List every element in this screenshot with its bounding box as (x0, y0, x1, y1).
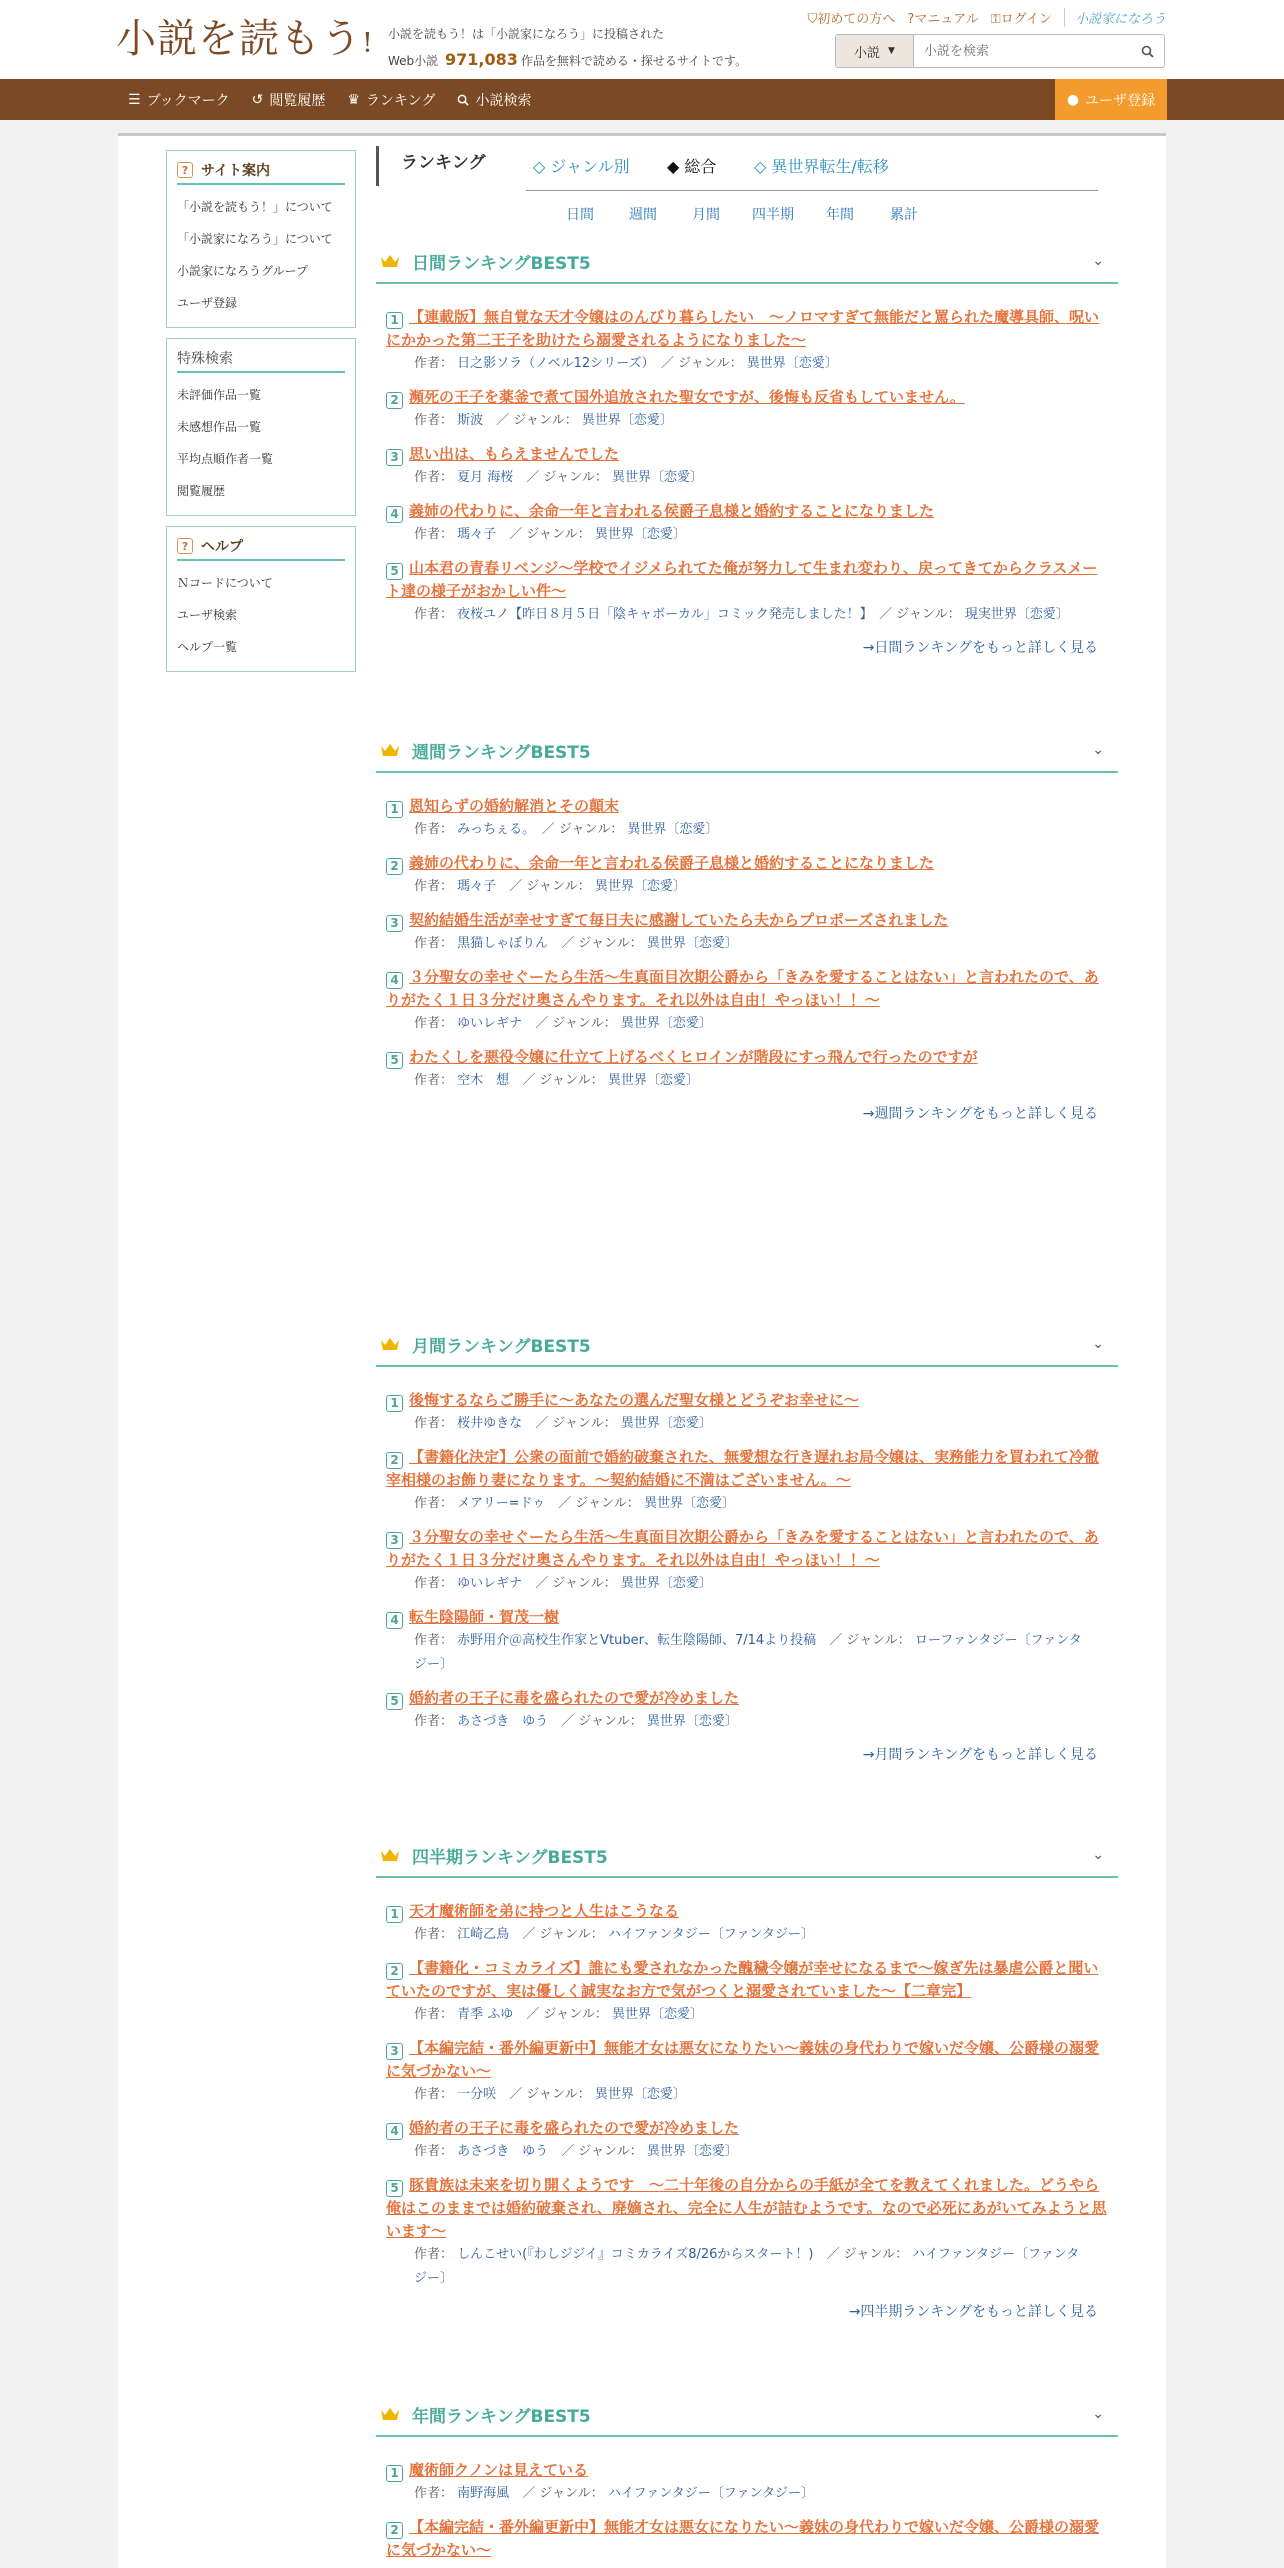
period-monthly[interactable]: 月間 (692, 207, 720, 223)
rank-number-badge: 2 (386, 2522, 403, 2539)
novel-meta (376, 523, 1118, 547)
section-header[interactable] (376, 729, 1118, 773)
period-links (376, 204, 1118, 226)
sidebar-special (166, 338, 356, 516)
novel-meta (376, 1069, 1118, 1093)
author-link[interactable]: 赤野用介＠高校生作家とVtuber、転生陰陽師、7/14より投稿 (457, 1633, 817, 1648)
question-icon: ? (177, 162, 193, 178)
crown-icon (380, 742, 400, 758)
rank-number-badge: 1 (386, 801, 403, 818)
novel-meta (376, 1012, 1118, 1036)
page-title: ランキング (376, 146, 486, 186)
ranking-tabs (376, 146, 1118, 186)
genre-label: ／ ジャンル： (522, 1073, 604, 1088)
rank-number-badge: 2 (386, 858, 403, 875)
top-links (808, 8, 1166, 27)
genre-label: ／ ジャンル： (535, 1416, 617, 1431)
genre-link[interactable]: 異世界〔恋愛〕 (646, 2144, 738, 2159)
search-button[interactable] (1130, 35, 1164, 67)
genre-link[interactable]: 現実世界〔恋愛〕 (964, 607, 1069, 622)
author-label: 作者： (414, 2144, 454, 2159)
ranking-item (376, 1957, 1118, 2027)
rank-number-badge: 4 (386, 2123, 403, 2140)
author-label: 作者： (414, 527, 454, 542)
rank-number-badge: 5 (386, 563, 403, 580)
author-label: 作者： (414, 2007, 454, 2022)
novel-meta (376, 2140, 1118, 2164)
sidebar-link[interactable]: 未感想作品一覧 (177, 420, 262, 434)
chevron-down-icon[interactable]: ⌄ (1092, 2406, 1104, 2422)
ranking-list (376, 284, 1118, 627)
sidebar-link[interactable]: 閲覧履歴 (177, 484, 226, 498)
rank-number-badge: 2 (386, 1452, 403, 1469)
genre-label: ／ ジャンル： (879, 607, 961, 622)
author-label: 作者： (414, 879, 454, 894)
novel-title-link[interactable]: 5 婚約者の王子に毒を盛られたので愛が冷めました (376, 1687, 1118, 1710)
ranking-item (376, 795, 1118, 842)
novel-title-link[interactable]: 2 義姉の代わりに、余命一年と言われる侯爵子息様と婚約することになりました (376, 852, 1118, 875)
period-quarterly[interactable]: 四半期 (752, 207, 794, 223)
ranking-list (376, 1878, 1118, 2291)
crown-icon: ♛ (347, 91, 360, 108)
ranking-item (376, 557, 1118, 627)
rank-number-badge: 3 (386, 2043, 403, 2060)
genre-label: ／ ジャンル： (826, 2247, 909, 2262)
author-label: 作者： (414, 1927, 454, 1942)
novel-title-link[interactable]: 3 契約結婚生活が幸せすぎて毎日夫に感謝していたら夫からプロポーズされました (376, 909, 1118, 932)
ranking-item (376, 306, 1118, 376)
chevron-down-icon[interactable]: ⌄ (1092, 742, 1104, 758)
sidebar-link[interactable]: 「小説を読もう！」について (177, 200, 333, 214)
author-label: 作者： (414, 413, 454, 428)
genre-label: ／ ジャンル： (509, 527, 591, 542)
section-title: 四半期ランキングBEST5 (412, 1847, 608, 1868)
ranking-list (376, 2437, 1118, 2562)
novel-meta (376, 875, 1118, 899)
ranking-section-weekly (376, 729, 1118, 1123)
ranking-item (376, 2037, 1118, 2107)
novel-meta (376, 466, 1118, 490)
author-link[interactable]: 夜桜ユノ【昨日８月５日「陰キャボーカル」コミック発売しました！】 (457, 607, 867, 622)
ranking-item (376, 386, 1118, 433)
novel-meta (376, 1923, 1118, 1947)
author-link[interactable]: 黒猫しゃぼりん (457, 936, 549, 951)
sidebar (166, 150, 356, 682)
search-icon (1141, 45, 1154, 58)
search-form (835, 34, 1165, 68)
sidebar-special-title: 特殊検索 (177, 345, 345, 373)
novel-meta (376, 1492, 1118, 1516)
author-link[interactable]: ゆいレギナ (457, 1016, 523, 1031)
nav-ranking[interactable]: ♛ ランキング (347, 91, 436, 109)
list-icon: ☰ (128, 91, 141, 108)
novel-title-link[interactable]: 1 後悔するならご勝手に～あなたの選んだ聖女様とどうぞお幸せに～ (376, 1389, 1118, 1412)
ranking-item (376, 852, 1118, 899)
section-header[interactable] (376, 1323, 1118, 1367)
search-type-select[interactable]: 小説 ▼ (836, 35, 914, 67)
author-link[interactable]: 南野海風 (457, 2486, 510, 2501)
ranking-section-yearly (376, 2393, 1118, 2568)
genre-link[interactable]: 異世界〔恋愛〕 (612, 470, 704, 485)
novel-meta (376, 932, 1118, 956)
genre-label: ／ ジャンル： (526, 2007, 608, 2022)
rank-number-badge: 2 (386, 392, 403, 409)
ranking-item (376, 909, 1118, 956)
rank-number-badge: 5 (386, 1052, 403, 1069)
author-label: 作者： (414, 356, 454, 371)
rank-number-badge: 2 (386, 1963, 403, 1980)
novel-title-link[interactable]: 1 【連載版】無自覚な天才令嬢はのんびり暮らしたい ～ノロマすぎて無能だと罵られた魔導具師、呪いにかかった第二王子を助けたら溺愛されるようになりました～ (386, 308, 1100, 349)
author-link[interactable]: あさづき ゆう (457, 2144, 549, 2159)
more-ranking-link[interactable]: →四半期ランキングをもっと詳しく見る (848, 2304, 1098, 2320)
rank-number-badge: 5 (386, 2180, 403, 2197)
ranking-item (376, 1606, 1118, 1677)
ranking-section-quarterly (376, 1834, 1118, 2321)
genre-link[interactable]: 異世界〔恋愛〕 (620, 1576, 712, 1591)
section-header[interactable] (376, 240, 1118, 284)
ranking-section-monthly (376, 1323, 1118, 1764)
novel-title-link[interactable]: 4 義姉の代わりに、余命一年と言われる侯爵子息様と婚約することになりました (376, 500, 1118, 523)
login-link[interactable]: ⚿ログイン (990, 12, 1052, 27)
tab-total[interactable]: ◆ 総合 (667, 157, 717, 176)
genre-link[interactable]: 異世界〔恋愛〕 (646, 936, 738, 951)
novel-meta (376, 1629, 1118, 1677)
sidebar-link[interactable]: 未評価作品一覧 (177, 388, 262, 402)
sidebar-help-title: ? ヘルプ (177, 533, 345, 561)
author-label: 作者： (414, 1416, 454, 1431)
rank-number-badge: 1 (386, 1906, 403, 1923)
author-link[interactable]: 空木 想 (457, 1073, 510, 1088)
novel-title-link[interactable]: 1 恩知らずの婚約解消とその顛末 (376, 795, 1118, 818)
genre-link[interactable]: 異世界〔恋愛〕 (612, 2007, 704, 2022)
section-title: 月間ランキングBEST5 (412, 1336, 591, 1357)
ranking-item (376, 1900, 1118, 1947)
author-label: 作者： (414, 936, 454, 951)
tab-genre[interactable]: ◇ ジャンル別 (533, 157, 630, 176)
chevron-down-icon[interactable]: ⌄ (1092, 1336, 1104, 1352)
chevron-down-icon[interactable]: ⌄ (1092, 1847, 1104, 1863)
nav-history[interactable]: ↺ 閲覧履歴 (251, 91, 326, 109)
ranking-item (376, 1446, 1118, 1516)
narou-logo-link[interactable]: 小説家になろう (1064, 8, 1166, 27)
site-header (0, 0, 1284, 79)
genre-link[interactable]: 異世界〔恋愛〕 (594, 527, 686, 542)
ranking-item (376, 966, 1118, 1036)
author-label: 作者： (414, 1496, 454, 1511)
rank-number-badge: 4 (386, 506, 403, 523)
section-title: 週間ランキングBEST5 (412, 742, 591, 763)
genre-label: ／ ジャンル： (661, 356, 743, 371)
genre-label: ／ ジャンル： (535, 1016, 617, 1031)
novel-title-link[interactable]: 3 思い出は、もらえませんでした (376, 443, 1118, 466)
ranking-item (376, 2117, 1118, 2164)
more-ranking-link[interactable]: →日間ランキングをもっと詳しく見る (862, 640, 1098, 656)
rank-number-badge: 3 (386, 915, 403, 932)
novel-title-link[interactable]: 4 転生陰陽師・賀茂一樹 (376, 1606, 1118, 1629)
novel-title-link[interactable]: 3 【本編完結・番外編更新中】無能才女は悪女になりたい～義妹の身代わりで嫁いだ令嬢、公爵様の溺愛に気づかない～ (386, 2039, 1100, 2080)
section-header[interactable] (376, 1834, 1118, 1878)
search-icon (457, 94, 469, 106)
genre-link[interactable]: 異世界〔恋愛〕 (646, 1714, 738, 1729)
crown-icon (380, 253, 400, 269)
ranking-item (376, 1389, 1118, 1436)
rank-number-badge: 3 (386, 449, 403, 466)
novel-meta (376, 1412, 1118, 1436)
nav-register-button[interactable]: ● ユーザ登録 (1055, 79, 1167, 120)
author-label: 作者： (414, 1016, 454, 1031)
sidebar-guide (166, 150, 356, 328)
content-container (118, 133, 1166, 2568)
genre-link[interactable]: 異世界〔恋愛〕 (643, 1496, 735, 1511)
sidebar-link[interactable]: 「小説家になろう」について (177, 232, 333, 246)
sidebar-guide-title: ? サイト案内 (177, 157, 345, 185)
author-link[interactable]: 斯波 (457, 413, 484, 428)
genre-link[interactable]: 異世界〔恋愛〕 (594, 879, 686, 894)
nav-search[interactable]: 小説検索 (457, 90, 531, 110)
author-link[interactable]: みっちぇる。 (457, 822, 529, 837)
genre-label: ／ ジャンル： (829, 1633, 911, 1648)
section-title: 日間ランキングBEST5 (412, 253, 591, 274)
sidebar-link[interactable]: 平均点順作者一覧 (177, 452, 274, 466)
tabs-divider (526, 190, 1098, 191)
ranking-item (376, 500, 1118, 547)
crown-icon (380, 1336, 400, 1352)
author-label: 作者： (414, 1576, 454, 1591)
ranking-item (376, 2174, 1118, 2291)
author-label: 作者： (414, 2247, 454, 2262)
site-tagline: 小説を読もう！は「小説家になろう」に投稿された Web小説 971,083 作品を無料で読める・探せるサイトです。 (388, 27, 748, 69)
history-icon: ↺ (251, 91, 264, 108)
rank-number-badge: 4 (386, 1612, 403, 1629)
author-link[interactable]: 日之影ソラ（ノベル12シリーズ） (457, 356, 649, 371)
novel-title-link[interactable]: 2 【書籍化決定】公衆の面前で婚約破棄された、無愛想な行き遅れお局令嬢は、実務能力を買われて冷徹宰相様のお飾り妻になります。～契約結婚に不満はございません。～ (386, 1448, 1100, 1489)
author-link[interactable]: メアリー=ドゥ (457, 1496, 546, 1511)
author-label: 作者： (414, 470, 454, 485)
section-title: 年間ランキングBEST5 (412, 2406, 591, 2427)
manual-link[interactable]: ?マニュアル (907, 12, 979, 27)
genre-link[interactable]: ローファンタジー〔ファンタジー〕 (414, 1633, 1082, 1672)
novel-title-link[interactable]: 5 豚貴族は未来を切り開くようです ～二十年後の自分からの手紙が全てを教えてくれました。どうやら俺はこのままでは婚約破棄され、廃嫡され、完全に人生が詰むようです。なので必死にあがいてみようと思います～ (386, 2176, 1107, 2240)
ranking-item (376, 1046, 1118, 1093)
novel-meta (376, 2083, 1118, 2107)
nav-bookmark[interactable]: ☰ ブックマーク (128, 91, 230, 109)
work-count: 971,083 (445, 50, 518, 69)
genre-label: ／ ジャンル： (561, 1714, 643, 1729)
sidebar-help (166, 526, 356, 672)
chevron-down-icon[interactable]: ⌄ (1092, 253, 1104, 269)
ranking-list (376, 773, 1118, 1093)
novel-meta (376, 818, 1118, 842)
genre-link[interactable]: 異世界〔恋愛〕 (620, 1016, 712, 1031)
novel-meta (376, 2482, 1118, 2506)
genre-link[interactable]: ハイファンタジー〔ファンタジー〕 (607, 1927, 814, 1942)
author-link[interactable]: 青季 ふゆ (457, 2007, 514, 2022)
genre-label: ／ ジャンル： (561, 936, 643, 951)
author-link[interactable]: 江崎乙鳥 (457, 1927, 510, 1942)
tab-isekai[interactable]: ◇ 異世界転生/転移 (754, 157, 889, 176)
author-label: 作者： (414, 2087, 454, 2102)
genre-link[interactable]: 異世界〔恋愛〕 (607, 1073, 699, 1088)
author-link[interactable]: あさづき ゆう (457, 1714, 549, 1729)
rank-number-badge: 1 (386, 312, 403, 329)
genre-label: ／ ジャンル： (561, 2144, 643, 2159)
ranking-item (376, 1526, 1118, 1596)
author-label: 作者： (414, 1073, 454, 1088)
genre-link[interactable]: 異世界〔恋愛〕 (620, 1416, 712, 1431)
genre-label: ／ ジャンル： (522, 2486, 604, 2501)
author-label: 作者： (414, 1714, 454, 1729)
novel-meta (376, 603, 1118, 627)
rank-number-badge: 1 (386, 2465, 403, 2482)
novel-title-link[interactable]: 2 【書籍化・コミカライズ】誰にも愛されなかった醜穢令嬢が幸せになるまで〜嫁ぎ先は暴虐公爵と聞いていたのですが、実は優しく誠実なお方で気がつくと溺愛されていました〜【二章完】 (386, 1959, 1099, 2000)
novel-title-link[interactable]: 3 ３分聖女の幸せぐーたら生活～生真面目次期公爵から「きみを愛することはない」と言われたので、ありがたく１日３分だけ奥さんやります。それ以外は自由！やっほい！！～ (386, 1528, 1099, 1569)
novel-meta (376, 2003, 1118, 2027)
genre-label: ／ ジャンル： (541, 822, 624, 837)
site-logo[interactable]: 小説を読もう! (116, 16, 374, 62)
crown-icon (380, 2406, 400, 2422)
novel-meta (376, 1710, 1118, 1734)
sidebar-link[interactable]: ユーザ検索 (177, 608, 238, 622)
genre-link[interactable]: ハイファンタジー〔ファンタジー〕 (607, 2486, 814, 2501)
author-label: 作者： (414, 822, 454, 837)
novel-meta (376, 409, 1118, 433)
author-label: 作者： (414, 1633, 454, 1648)
genre-label: ／ ジャンル： (535, 1576, 617, 1591)
rank-number-badge: 3 (386, 1532, 403, 1549)
novel-title-link[interactable]: 4 ３分聖女の幸せぐーたら生活～生真面目次期公爵から「きみを愛することはない」と言われたので、ありがたく１日３分だけ奥さんやります。それ以外は自由！やっほい！！～ (386, 968, 1099, 1009)
author-link[interactable]: 桜井ゆきな (457, 1416, 523, 1431)
section-header[interactable] (376, 2393, 1118, 2437)
author-label: 作者： (414, 607, 454, 622)
ranking-list (376, 1367, 1118, 1734)
novel-meta (376, 2243, 1118, 2291)
novel-title-link[interactable]: 1 天才魔術師を弟に持つと人生はこうなる (376, 1900, 1118, 1923)
genre-link[interactable]: 異世界〔恋愛〕 (594, 2087, 686, 2102)
author-link[interactable]: しんこせい(『わしジジイ』コミカライズ8/26からスタート！) (457, 2247, 814, 2262)
question-icon: ? (177, 538, 193, 554)
author-link[interactable]: 夏月 海桜 (457, 470, 514, 485)
period-cumulative[interactable]: 累計 (890, 207, 918, 223)
rank-number-badge: 5 (386, 1693, 403, 1710)
period-daily[interactable]: 日間 (566, 207, 594, 223)
novel-title-link[interactable]: 5 わたくしを悪役令嬢に仕立て上げるべくヒロインが階段にすっ飛んで行ったのですが (376, 1046, 1118, 1069)
shield-icon: ⛉ (807, 12, 818, 27)
period-weekly[interactable]: 週間 (629, 207, 657, 223)
genre-label: ／ ジャンル： (509, 2087, 591, 2102)
author-link[interactable]: 瑪々子 (457, 879, 497, 894)
more-ranking-link[interactable]: →週間ランキングをもっと詳しく見る (862, 1106, 1098, 1122)
genre-link[interactable]: 異世界〔恋愛〕 (627, 822, 719, 837)
ranking-item (376, 2516, 1118, 2562)
more-ranking-link[interactable]: →月間ランキングをもっと詳しく見る (862, 1747, 1098, 1763)
rank-number-badge: 4 (386, 972, 403, 989)
genre-label: ／ ジャンル： (509, 879, 591, 894)
rank-number-badge: 1 (386, 1395, 403, 1412)
main-nav (0, 79, 1284, 120)
genre-label: ／ ジャンル： (526, 470, 608, 485)
novel-title-link[interactable]: 5 山本君の青春リベンジ～学校でイジメられてた俺が努力して生まれ変わり、戻ってきてからクラスメート達の様子がおかしい件～ (386, 559, 1098, 600)
author-link[interactable]: 一分咲 (457, 2087, 497, 2102)
genre-label: ／ ジャンル： (496, 413, 578, 428)
crown-icon (380, 1847, 400, 1863)
genre-link[interactable]: 異世界〔恋愛〕 (746, 356, 838, 371)
author-link[interactable]: ゆいレギナ (457, 1576, 523, 1591)
genre-label: ／ ジャンル： (558, 1496, 640, 1511)
novel-meta (376, 1572, 1118, 1596)
sidebar-link[interactable]: Ｎコードについて (177, 576, 273, 590)
sidebar-link[interactable]: ユーザ登録 (177, 296, 238, 310)
sidebar-link[interactable]: ヘルプ一覧 (177, 640, 238, 654)
chevron-down-icon: ▼ (888, 46, 895, 56)
user-icon: ● (1066, 91, 1080, 108)
author-label: 作者： (414, 2486, 454, 2501)
genre-link[interactable]: ハイファンタジー〔ファンタジー〕 (414, 2247, 1080, 2286)
question-circle-icon: ? (907, 12, 915, 27)
key-icon: ⚿ (990, 12, 1001, 27)
search-input[interactable] (914, 35, 1130, 67)
ranking-section-daily (376, 240, 1118, 657)
ranking-item (376, 2459, 1118, 2506)
author-link[interactable]: 瑪々子 (457, 527, 497, 542)
novel-title-link[interactable]: 4 婚約者の王子に毒を盛られたので愛が冷めました (376, 2117, 1118, 2140)
ranking-item (376, 1687, 1118, 1734)
novel-meta (376, 352, 1118, 376)
period-yearly[interactable]: 年間 (826, 207, 854, 223)
novel-title-link[interactable]: 2 【本編完結・番外編更新中】無能才女は悪女になりたい～義妹の身代わりで嫁いだ令嬢、公爵様の溺愛に気づかない～ (386, 2518, 1100, 2559)
sidebar-link[interactable]: 小説家になろうグループ (177, 264, 309, 278)
genre-link[interactable]: 異世界〔恋愛〕 (581, 413, 673, 428)
novel-title-link[interactable]: 1 魔術師クノンは見えている (376, 2459, 1118, 2482)
beginner-link[interactable]: ⛉初めての方へ (807, 12, 896, 27)
ranking-item (376, 443, 1118, 490)
novel-title-link[interactable]: 2 瀕死の王子を薬釜で煮て国外追放された聖女ですが、後悔も反省もしていません。 (376, 386, 1118, 409)
genre-label: ／ ジャンル： (522, 1927, 604, 1942)
